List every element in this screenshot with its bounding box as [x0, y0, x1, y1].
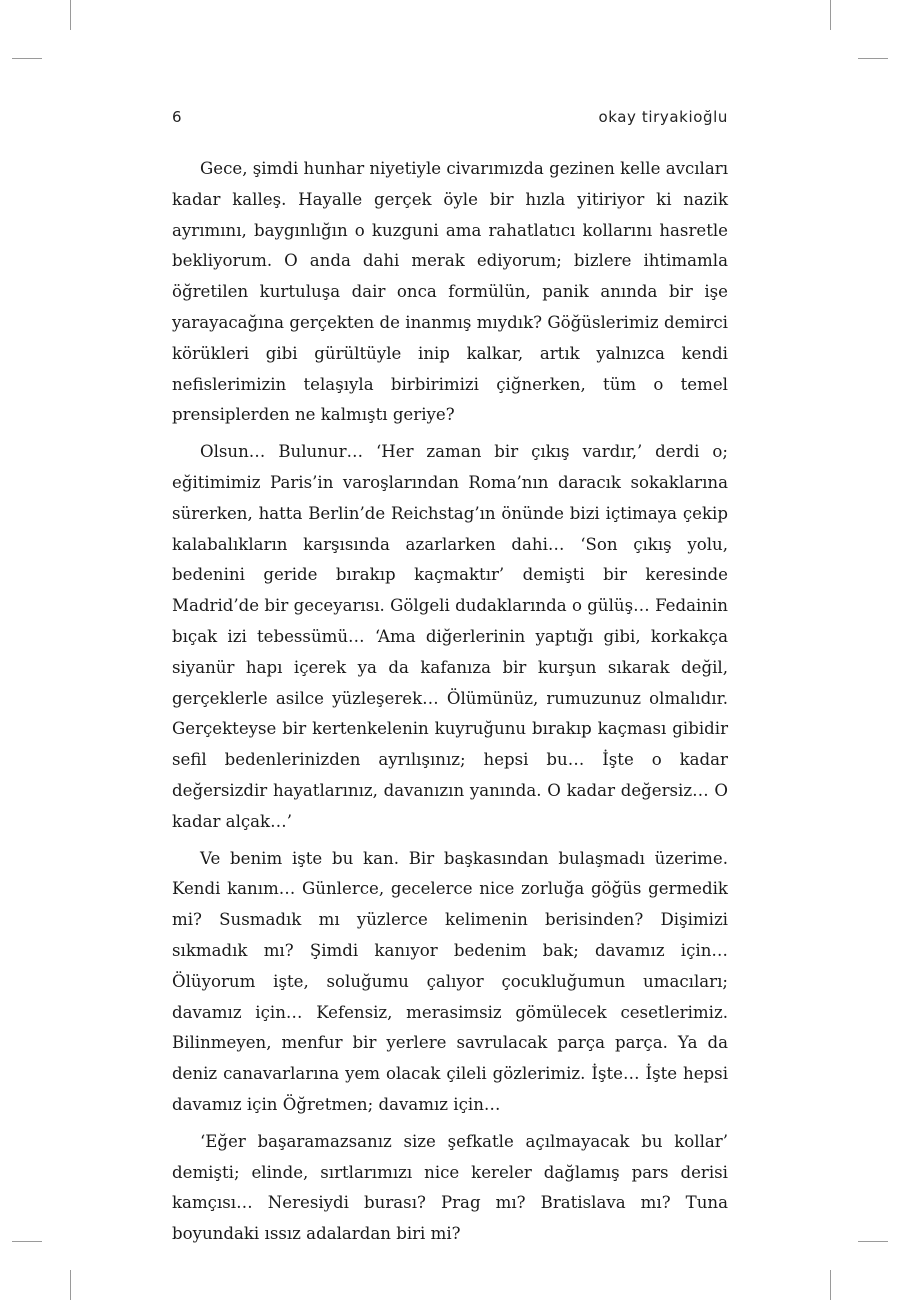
paragraph: ‘Eğer başaramazsanız size şefkatle açılmayacak bu kollar’ demişti; elinde, sırtlarımızı nice kereler dağlamış pars derisi kamçısı… Neresiydi burası? Prag mı? Bratislava mı? Tuna boyundaki ıssız adalardan biri mi?	[172, 1131, 728, 1244]
paragraph: Olsun… Bulunur… ‘Her zaman bir çıkış vardır,’ derdi o; eğitimimiz Paris’in varoşlarından Roma’nın daracık sokaklarına sürerken, hatta Berlin’de Reichstag’ın önünde bizi içtimaya çekip kalabalıkların karşısında azarlarken dahi… ‘Son çıkış yolu, bedenini geride bırakıp kaçmaktır’ demişti bir keresinde Madrid’de bir geceyarısı. Gölgeli dudaklarında o gülüş… Fedainin bıçak izi tebessümü… ‘Ama diğerlerinin yaptığı gibi, korkakça siyanür hapı içerek ya da kafanıza bir kurşun sıkarak değil, gerçeklerle asilce yüzleşerek… Ölümünüz, rumuzunuz olmalıdır. Gerçekteyse bir kertenkelenin kuyruğunu bırakıp kaçması gibidir sefil bedenlerinizden ayrılışınız; hepsi bu… İşte o kadar değersizdir hayatlarınız, davanızın yanında. O kadar değersiz… O kadar alçak…’	[172, 442, 728, 831]
paragraph: Ve benim işte bu kan. Bir başkasından bulaşmadı üzerime. Kendi kanım… Günlerce, gecelerce nice zorluğa göğüs germedik mi? Susmadık mı yüzlerce kelimenin berisinden? Dişimizi sıkmadık mı? Şimdi kanıyor bedenim bak; davamız için… Ölüyorum işte, soluğumu çalıyor çocukluğumun umacıları; davamız için… Kefensiz, merasimsiz gömülecek cesetlerimiz. Bilinmeyen, menfur bir yerlere savrulacak parça parça. Ya da deniz canavarlarına yem olacak çileli gözlerimiz. İşte… İşte hepsi davamız için Öğretmen; davamız için…	[172, 848, 728, 1114]
crop-mark-right-top	[858, 58, 888, 59]
crop-mark-left-bottom	[12, 1241, 42, 1242]
crop-mark-top-right	[830, 0, 831, 30]
page-header	[172, 108, 728, 132]
page-number: 6	[172, 108, 183, 126]
crop-mark-right-bottom	[858, 1241, 888, 1242]
crop-mark-left-top	[12, 58, 42, 59]
paragraph: Gece, şimdi hunhar niyetiyle civarımızda gezinen kelle avcıları kadar kalleş. Hayalle gerçek öyle bir hızla yitiriyor ki nazik ayrımını, baygınlığın o kuzguni ama rahatlatıcı kollarını hasretle bekliyorum. O anda dahi merak ediyorum; bizlere ihtimamla öğretilen kurtuluşa dair onca formülün, panik anında bir işe yarayacağına gerçekten de inanmış mıydık? Göğüslerimiz demirci körükleri gibi gürültüyle inip kalkar, artık yalnızca kendi nefislerimizin telaşıyla birbirimizi çiğnerken, tüm o temel prensiplerden ne kalmıştı geriye?	[172, 159, 728, 425]
body-text	[172, 154, 728, 1256]
running-head: okay tiryakioğlu	[598, 108, 728, 126]
crop-mark-bottom-left	[70, 1270, 71, 1300]
crop-mark-bottom-right	[830, 1270, 831, 1300]
crop-mark-top-left	[70, 0, 71, 30]
